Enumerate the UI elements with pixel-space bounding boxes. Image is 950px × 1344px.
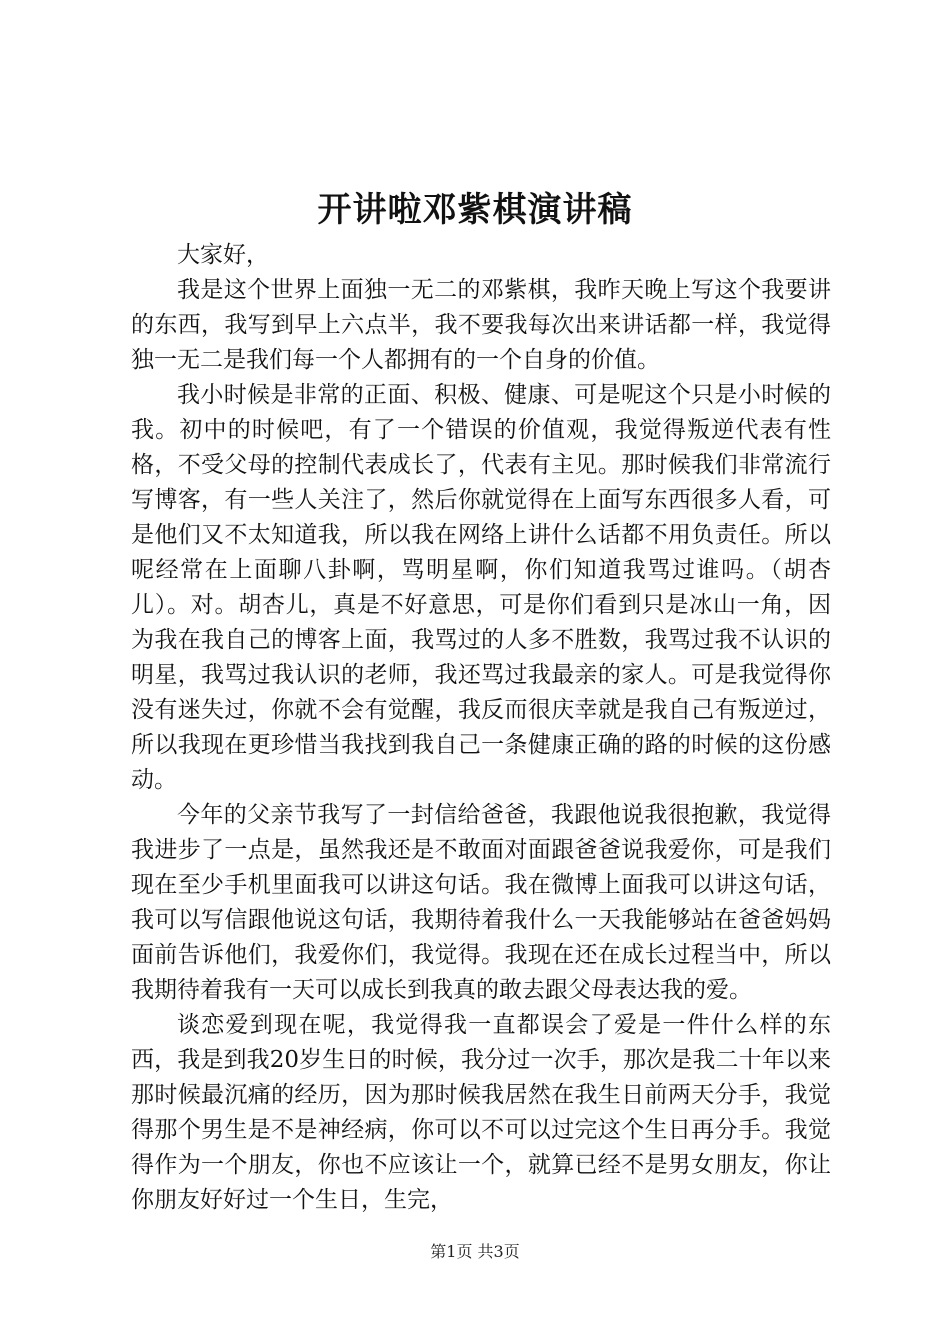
document-title: 开讲啦邓紫棋演讲稿 — [317, 190, 633, 230]
paragraph: 谈恋爱到现在呢，我觉得我一直都误会了爱是一件什么样的东西，我是到我20岁生日的时候，我分过一次手，那次是我二十年以来那时候最沉痛的经历，因为那时候我居然在我生日前两天分手，我觉得那个男生是不是神经病，你可以不可以过完这个生日再分手。我觉得作为一个朋友，你也不应该让一个，就算已经不是男女朋友，你让你朋友好好过一个生日，生完， — [131, 1012, 831, 1213]
paragraph: 我小时候是非常的正面、积极、健康、可是呢这个只是小时候的我。初中的时候吧，有了一个错误的价值观，我觉得叛逆代表有性格，不受父母的控制代表成长了，代表有主见。那时候我们非常流行写博客，有一些人关注了，然后你就觉得在上面写东西很多人看，可是他们又不太知道我，所以我在网络上讲什么话都不用负责任。所以呢经常在上面聊八卦啊，骂明星啊，你们知道我骂过谁吗。（胡杏儿）。对。胡杏儿，真是不好意思，可是你们看到只是冰山一角，因为我在我自己的博客上面，我骂过的人多不胜数，我骂过我不认识的明星，我骂过我认识的老师，我还骂过我最亲的家人。可是我觉得你没有迷失过，你就不会有觉醒，我反而很庆幸就是我自己有叛逆过，所以我现在更珍惜当我找到我自己一条健康正确的路的时候的这份感动。 — [131, 382, 831, 793]
paragraph-greeting: 大家好， — [177, 242, 269, 268]
document-body — [131, 238, 831, 1218]
page-number-footer: 第1页 共3页 — [430, 1242, 520, 1261]
paragraph: 今年的父亲节我写了一封信给爸爸，我跟他说我很抱歉，我觉得我进步了一点是，虽然我还是不敢面对面跟爸爸说我爱你，可是我们现在至少手机里面我可以讲这句话。我在微博上面我可以讲这句话，我可以写信跟他说这句话，我期待着我什么一天我能够站在爸爸妈妈面前告诉他们，我爱你们，我觉得。我现在还在成长过程当中，所以我期待着我有一天可以成长到我真的敢去跟父母表达我的爱。 — [131, 802, 831, 1003]
paragraph: 我是这个世界上面独一无二的邓紫棋，我昨天晚上写这个我要讲的东西，我写到早上六点半，我不要我每次出来讲话都一样，我觉得独一无二是我们每一个人都拥有的一个自身的价值。 — [131, 277, 831, 373]
